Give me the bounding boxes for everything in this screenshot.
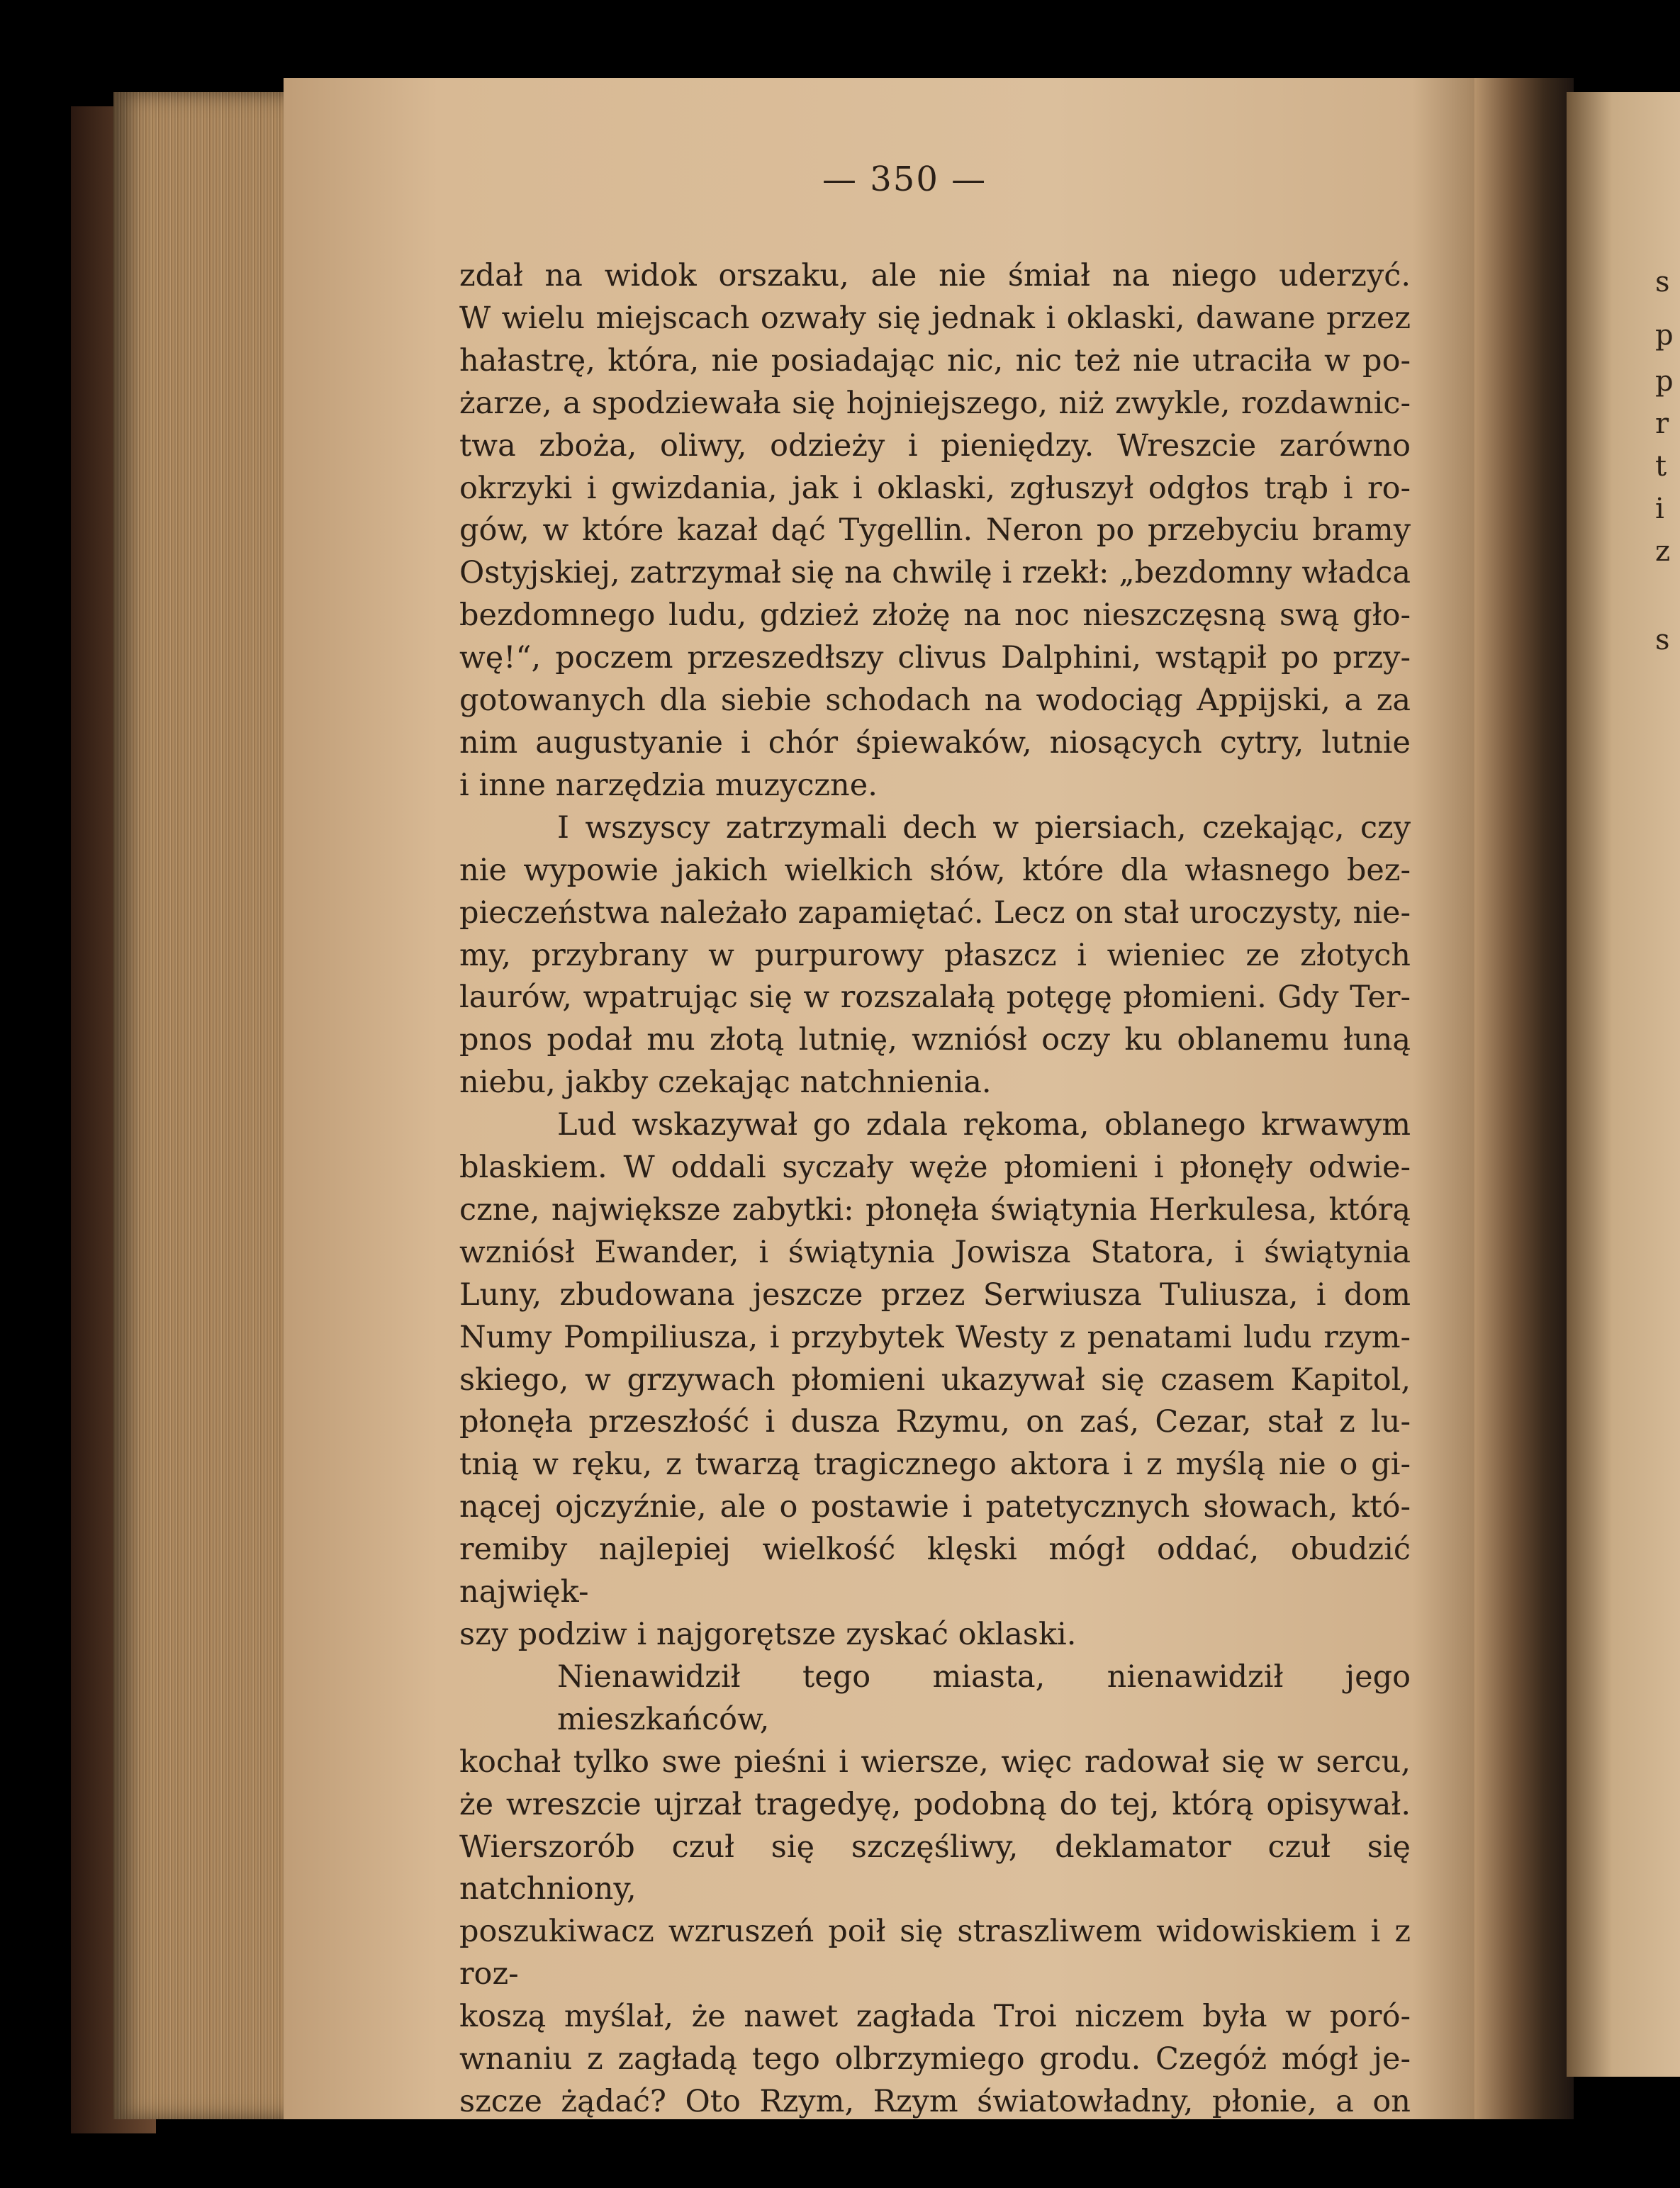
text-line: Wierszorób czuł się szczęśliwy, deklamator czuł się natchniony,	[459, 1829, 1411, 1907]
next-page-fragment: z	[1655, 535, 1671, 568]
text-line: Ostyjskiej, zatrzymał się na chwilę i rzekł: „bezdomny władca	[459, 555, 1411, 591]
text-line: szcze żądać? Oto Rzym, Rzym światowładny, płonie, a on	[459, 2083, 1411, 2119]
text-line: żarze, a spodziewała się hojniejszego, niż zwykle, rozdawnic-	[459, 385, 1411, 421]
text-line: I wszyscy zatrzymali dech w piersiach, czekając, czy	[557, 809, 1411, 846]
next-page-fragment: s	[1655, 624, 1670, 656]
text-line: koszą myślał, że nawet zagłada Troi niczem była w poró-	[459, 1999, 1411, 2035]
text-line: wnaniu z zagładą tego olbrzymiego grodu. Czegóż mógł je-	[459, 2041, 1411, 2077]
text-line: Numy Pompiliusza, i przybytek Westy z penatami ludu rzym-	[459, 1319, 1411, 1355]
text-line: nie wypowie jakich wielkich słów, które dla własnego bez-	[459, 852, 1411, 888]
text-line: Lud wskazywał go zdala rękoma, oblanego krwawym	[557, 1107, 1411, 1143]
text-line: wę!“, poczem przeszedłszy clivus Dalphini, wstąpił po przy-	[459, 640, 1411, 676]
text-line: poszukiwacz wzruszeń poił się straszliwem widowiskiem i z roz-	[459, 1914, 1411, 1992]
next-page-fragment: t	[1655, 450, 1667, 483]
text-line: płonęła przeszłość i dusza Rzymu, on zaś, Cezar, stał z lu-	[459, 1404, 1411, 1440]
next-page-fragment: i	[1655, 493, 1664, 525]
text-line: kochał tylko swe pieśni i wiersze, więc radował się w sercu,	[459, 1744, 1411, 1780]
text-line: zdał na widok orszaku, ale nie śmiał na niego uderzyć.	[459, 258, 1411, 293]
next-page-fragment: p	[1655, 365, 1674, 398]
text-line: Luny, zbudowana jeszcze przez Serwiusza Tuliusza, i dom	[459, 1277, 1411, 1313]
text-line: my, przybrany w purpurowy płaszcz i wieniec ze złotych	[459, 937, 1411, 973]
text-line: hałastrę, która, nie posiadając nic, nic też nie utraciła w po-	[459, 342, 1411, 378]
text-line: laurów, wpatrując się w rozszalałą potęgę płomieni. Gdy Ter-	[459, 980, 1411, 1016]
next-page-fragment: s	[1655, 266, 1670, 298]
text-line: pnos podał mu złotą lutnię, wzniósł oczy ku oblanemu łuną	[459, 1022, 1411, 1058]
text-line: gotowanych dla siebie schodach na wodociąg Appijski, a za	[459, 683, 1411, 719]
text-line: twa zboża, oliwy, odzieży i pieniędzy. Wreszcie zarówno	[459, 427, 1411, 464]
text-line: nącej ojczyźnie, ale o postawie i patetycznych słowach, któ-	[459, 1489, 1411, 1525]
text-line: niebu, jakby czekając natchnienia.	[459, 1065, 992, 1101]
text-line: W wielu miejscach ozwały się jednak i oklaski, dawane przez	[459, 300, 1411, 336]
next-page-fragment: r	[1655, 408, 1669, 440]
text-line: czne, największe zabytki: płonęła świątynia Herkulesa, którą	[459, 1191, 1411, 1228]
right-page-edge	[1567, 92, 1680, 2077]
text-line: remiby najlepiej wielkość klęski mógł oddać, obudzić najwięk-	[459, 1532, 1411, 1610]
text-line: i inne narzędzia muzyczne.	[459, 767, 878, 803]
text-line: wzniósł Ewander, i świątynia Jowisza Statora, i świątynia	[459, 1234, 1411, 1270]
text-line: że wreszcie ujrzał tragedyę, podobną do tej, którą opisywał.	[459, 1786, 1411, 1822]
book-gutter	[1474, 78, 1574, 2119]
page-number: — 350 —	[822, 159, 987, 199]
text-line: pieczeństwa należało zapamiętać. Lecz on stał uroczysty, nie-	[459, 894, 1411, 931]
next-page-fragment: p	[1655, 319, 1674, 352]
text-line: Nienawidził tego miasta, nienawidził jego mieszkańców,	[557, 1659, 1411, 1737]
text-line: skiego, w grzywach płomieni ukazywał się czasem Kapitol,	[459, 1362, 1411, 1398]
page-body	[459, 255, 1411, 2124]
text-line: okrzyki i gwizdania, jak i oklaski, zgłuszył odgłos trąb i ro-	[459, 470, 1411, 506]
text-line: bezdomnego ludu, gdzież złożę na noc nieszczęsną swą gło-	[459, 598, 1411, 634]
text-line: szy podziw i najgorętsze zyskać oklaski.	[459, 1617, 1077, 1652]
text-line: tnią w ręku, z twarzą tragicznego aktora i z myślą nie o gi-	[459, 1447, 1411, 1483]
text-line: blaskiem. W oddali syczały węże płomieni i płonęły odwie-	[459, 1150, 1411, 1186]
text-line: gów, w które kazał dąć Tygellin. Neron po przebyciu bramy	[459, 512, 1411, 549]
text-line: nim augustyanie i chór śpiewaków, niosących cytry, lutnie	[459, 724, 1411, 761]
